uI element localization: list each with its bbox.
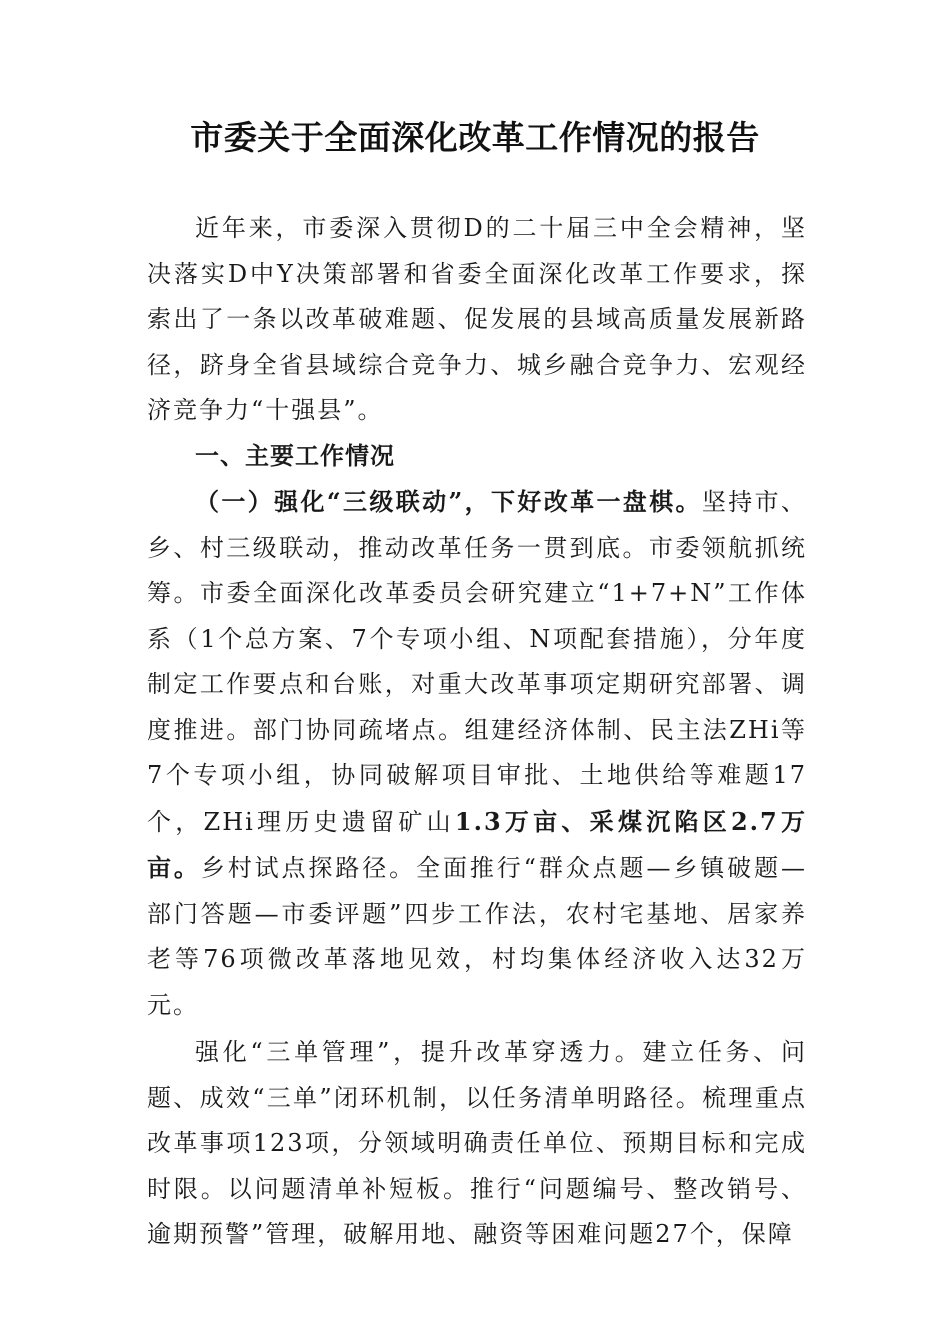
- subsection-1-paragraph: [147, 479, 807, 1028]
- document-title: 市委关于全面深化改革工作情况的报告: [190, 118, 760, 157]
- subsection-1-text-b: 乡村试点探路径。全面推行“群众点题—乡镇破题—部门答题—市委评题”四步工作法，农村宅基地、居家养老等76项微改革落地见效，村均集体经济收入达32万元。: [147, 854, 807, 1019]
- document-body: [147, 206, 807, 1258]
- intro-paragraph: 近年来，市委深入贯彻D的二十届三中全会精神，坚决落实D中Y决策部署和省委全面深化改革工作要求，探索出了一条以改革破难题、促发展的县域高质量发展新路径，跻身全省县域综合竞争力、城乡融合竞争力、宏观经济竞争力“十强县”。: [147, 214, 807, 424]
- subsection-1-bold-figures: 1.3万亩、采煤沉陷区2.7万亩。: [147, 806, 807, 882]
- subsection-1-lead: （一）强化“三级联动”，下好改革一盘棋。: [195, 487, 702, 516]
- subsection-1-text-a: 坚持市、乡、村三级联动，推动改革任务一贯到底。市委领航抓统筹。市委全面深化改革委员会研究建立“1+7+N”工作体系（1个总方案、7个专项小组、N项配套措施），分年度制定工作要点和台账，对重大改革事项定期研究部署、调度推进。部门协同疏堵点。组建经济体制、民主法ZHi等7个专项小组，协同破解项目审批、土地供给等难题17个，ZHi理历史遗留矿山: [147, 488, 808, 836]
- subsection-2-paragraph: 强化“三单管理”，提升改革穿透力。建立任务、问题、成效“三单”闭环机制，以任务清单明路径。梳理重点改革事项123项，分领域明确责任单位、预期目标和完成时限。以问题清单补短板。推行“问题编号、整改销号、逾期预警”管理，破解用地、融资等困难问题27个，保障: [147, 1038, 807, 1248]
- section-heading: 一、主要工作情况: [195, 441, 395, 470]
